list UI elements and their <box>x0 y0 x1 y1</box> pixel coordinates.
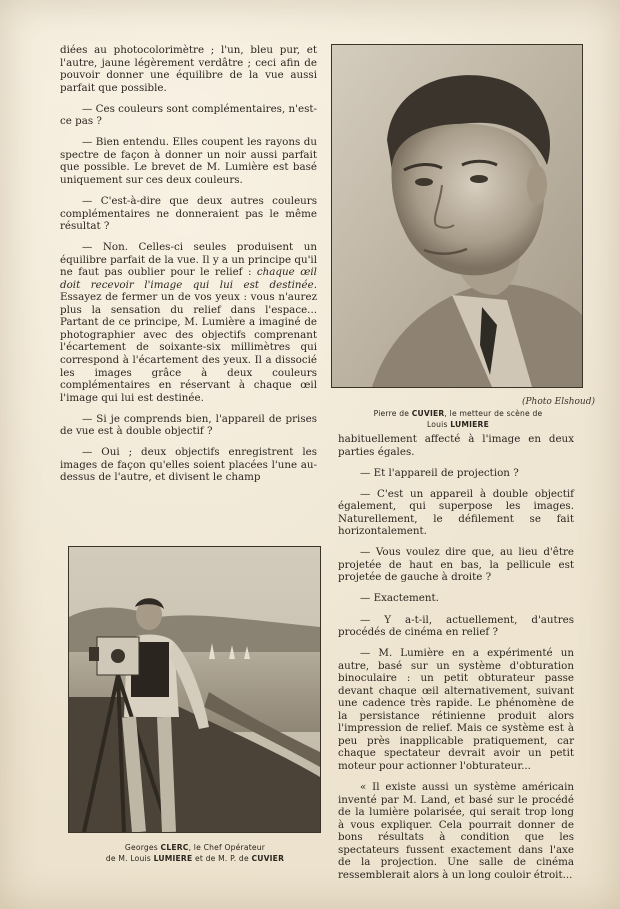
paragraph: — Y a-t-il, actuellement, d'autres procédés de cinéma en relief ? <box>338 613 574 639</box>
caption-line <box>338 409 578 420</box>
name-bold: LUMIERE <box>450 419 489 429</box>
paragraph: — M. Lumière en a expérimenté un autre, basé sur un système d'obturation binoculaire : un petit obturateur passe devant chaque œil alternativement, suivant une cadence très rapide. Le phénomène de la persistance rétinienne produit alors l'impression de relief. Mais ce système est à peu près inapplicable pratiquement, car chaque spectateur devrait avoir un petit moteur pour actionner l'obturateur... <box>338 647 574 773</box>
text-run: Georges <box>124 843 161 852</box>
paragraph: — C'est un appareil à double objectif également, qui superpose les images. Naturellement, le défilement se fait horizontalement. <box>338 487 574 538</box>
text-run: Essayez de fermer un de vos yeux : vous n'aurez plus la sensation du relief dans l'espace... Partant de ce principe, M. Lumière a imaginé de photographier avec des objectifs comprenant l'écartement de soixante-six millimètres qui correspond à l'écartement des yeux. Il a dissocié les images grâce à deux couleurs complémentaires en réservant à chaque œil l'image qui lui est destinée. <box>60 291 317 404</box>
text-run: Louis <box>427 419 451 429</box>
name-bold: CUVIER <box>411 409 445 418</box>
portrait-caption <box>338 409 578 430</box>
text-run: — Non. Celles-ci seules produisent un équilibre parfait de la vue. Il y a un principe qu'il ne faut pas oublier pour le relief : <box>60 241 317 279</box>
name-bold: LUMIERE <box>153 853 193 863</box>
paragraph: — Ces couleurs sont complémentaires, n'est-ce pas ? <box>60 102 317 128</box>
paragraph: — Si je comprends bien, l'appareil de prises de vue est à double objectif ? <box>60 412 317 438</box>
paragraph: — Oui ; deux objectifs enregistrent les images de façon qu'elles soient placées l'une au-dessus de l'autre, et divisent le champ <box>60 446 317 484</box>
cameraman-photo <box>68 546 321 833</box>
paragraph: — Bien entendu. Elles coupent les rayons du spectre de façon à donner un noir aussi parfait que possible. Le brevet de M. Lumière est basé uniquement sur ces deux couleurs. <box>60 136 317 186</box>
paragraph-principle <box>60 241 317 404</box>
cameraman-caption <box>70 843 320 864</box>
right-text-column <box>338 433 574 890</box>
paragraph: — C'est-à-dire que deux autres couleurs complémentaires ne donneraient pas le même résultat ? <box>60 194 317 233</box>
caption-line <box>70 854 320 865</box>
portrait-illustration <box>332 45 582 387</box>
caption-line <box>70 843 320 854</box>
paragraph: — Vous voulez dire que, au lieu d'être projetée de haut en bas, la pellicule est projetée de gauche à droite ? <box>338 546 574 584</box>
text-run: et de M. P. de <box>192 853 252 863</box>
name-bold: CUVIER <box>251 853 285 863</box>
name-bold: CLERC <box>160 843 189 852</box>
paragraph: — Exactement. <box>360 592 439 605</box>
italic-phrase: chaque œil doit recevoir l'image qui lui est destinée. <box>60 266 317 291</box>
portrait-photo <box>331 44 583 388</box>
paragraph: diées au photocolorimètre ; l'un, bleu pur, et l'autre, jaune légèrement verdâtre ; ceci afin de pouvoir donner une équilibre de la vue aussi parfait que possible. <box>60 44 317 94</box>
text-run: , le Chef Opérateur <box>188 843 266 852</box>
paragraph: habituellement affecté à l'image en deux parties égales. <box>338 433 574 458</box>
text-run: de M. Louis <box>105 853 154 863</box>
text-run: Pierre de <box>373 409 412 418</box>
left-text-column <box>60 44 317 492</box>
caption-line <box>338 420 578 431</box>
text-run: , le metteur de scène de <box>444 409 543 418</box>
paragraph: — Et l'appareil de projection ? <box>360 466 519 479</box>
cameraman-illustration <box>69 547 320 832</box>
paragraph: « Il existe aussi un système américain inventé par M. Land, et basé sur le procédé de la lumière polarisée, qui serait trop long à vous expliquer. Cela pourrait donner de bons résultats à condition que les spectateurs fussent exactement dans l'axe de la projection. Une salle de cinéma ressemblerait alors à un long couloir étroit... <box>338 781 574 881</box>
photo-credit: (Photo Elshoud) <box>521 397 595 407</box>
